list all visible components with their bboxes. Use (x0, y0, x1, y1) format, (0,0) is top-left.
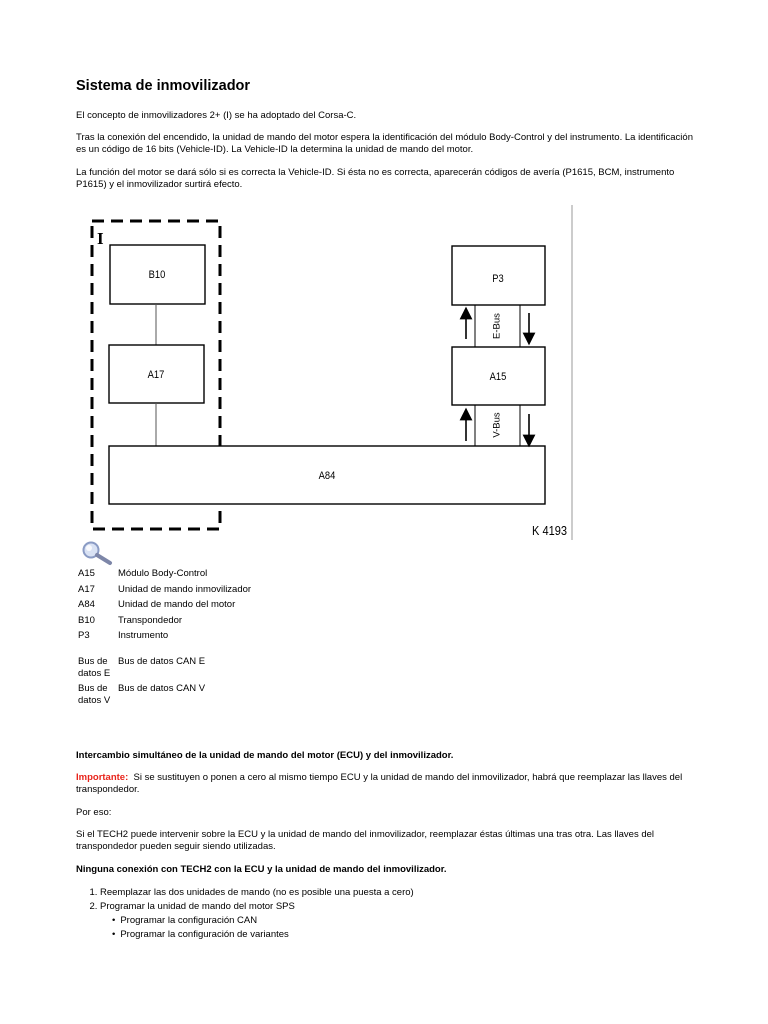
section-heading: Intercambio simultáneo de la unidad de mando del motor (ECU) y del inmovilizador. (76, 750, 454, 761)
a17-label: A17 (147, 369, 165, 381)
step-item (100, 886, 414, 900)
legend-code: A17 (78, 583, 95, 595)
intro-paragraph: El concepto de inmovilizadores 2+ (I) se ha adoptado del Corsa-C. (76, 110, 357, 121)
legend-row (78, 584, 251, 600)
immobilizer-diagram (76, 205, 576, 540)
legend-code: Bus de datos E (78, 655, 111, 679)
step-text: Reemplazar las dos unidades de mando (no es posible una puesta a cero) (100, 887, 414, 898)
por-eso-text: Por eso: (76, 807, 112, 818)
figure-code: K 4193 (532, 523, 568, 538)
no-connection-heading: Ninguna conexión con TECH2 con la ECU y la unidad de mando del inmovilizador. (76, 864, 447, 875)
important-label: Importante: (76, 772, 129, 783)
legend-code: A15 (78, 568, 95, 579)
legend-row (78, 683, 251, 711)
legend-code: A84 (78, 599, 95, 610)
legend-desc: Unidad de mando del motor (118, 599, 236, 610)
legend-row (78, 656, 251, 684)
legend-desc: Instrumento (118, 630, 169, 641)
zoom-magnifier-icon[interactable] (79, 540, 115, 566)
legend-desc: Transpondedor (118, 614, 183, 626)
legend-desc: Bus de datos CAN V (118, 683, 206, 694)
v-bus-label: V-Bus (491, 412, 503, 438)
vehicle-id-paragraph: La función del motor se dará sólo si es correcta la Vehicle-ID. Si ésta no es correcta, aparecerán códigos de avería (P1615, BCM, instrumento P1615) y el inmovilizador surtirá efecto. (76, 167, 675, 190)
p3-label: P3 (492, 273, 504, 285)
substep-text: Programar la configuración de variantes (120, 929, 289, 940)
substep-text: Programar la configuración CAN (120, 915, 258, 926)
legend-code: B10 (78, 614, 95, 626)
legend-code: Bus de datos V (78, 683, 111, 706)
important-text: Si se sustituyen o ponen a cero al mismo tiempo ECU y la unidad de mando del inmovilizador, habrá que reemplazar las llaves del transpondedor. (76, 772, 683, 795)
step-item (100, 900, 414, 942)
substep-item (112, 914, 414, 928)
legend-desc: Unidad de mando inmovilizador (118, 583, 252, 595)
legend-table (78, 568, 251, 711)
legend-desc: Bus de datos CAN E (118, 655, 206, 667)
substep-item (112, 928, 414, 942)
page-title: Sistema de inmovilizador (76, 78, 251, 94)
b10-label: B10 (148, 269, 166, 281)
a84-label: A84 (318, 470, 336, 482)
steps-list (76, 886, 414, 942)
tech2-paragraph: Si el TECH2 puede intervenir sobre la ECU y la unidad de mando del inmovilizador, reemplazar éstas últimas una tras otra. Las llaves del transpondedor pueden seguir siendo utilizadas. (76, 829, 655, 852)
legend-row (78, 568, 251, 584)
e-bus-label: E-Bus (491, 313, 503, 339)
step-text: Programar la unidad de mando del motor SPS (100, 901, 295, 912)
legend-row (78, 615, 251, 631)
legend-desc: Módulo Body-Control (118, 568, 208, 579)
important-note (76, 772, 696, 796)
legend-row (78, 630, 251, 646)
group-label: I (97, 229, 104, 248)
substeps-list (100, 914, 414, 942)
a15-label: A15 (489, 371, 507, 383)
legend-row (78, 599, 251, 615)
identification-paragraph: Tras la conexión del encendido, la unidad de mando del motor espera la identificación del módulo Body-Control y del instrumento. La identificación es un código de 16 bits (Vehicle-ID). La Vehicle-ID la determina la unidad de mando del motor. (76, 132, 693, 155)
legend-code: P3 (78, 630, 90, 641)
